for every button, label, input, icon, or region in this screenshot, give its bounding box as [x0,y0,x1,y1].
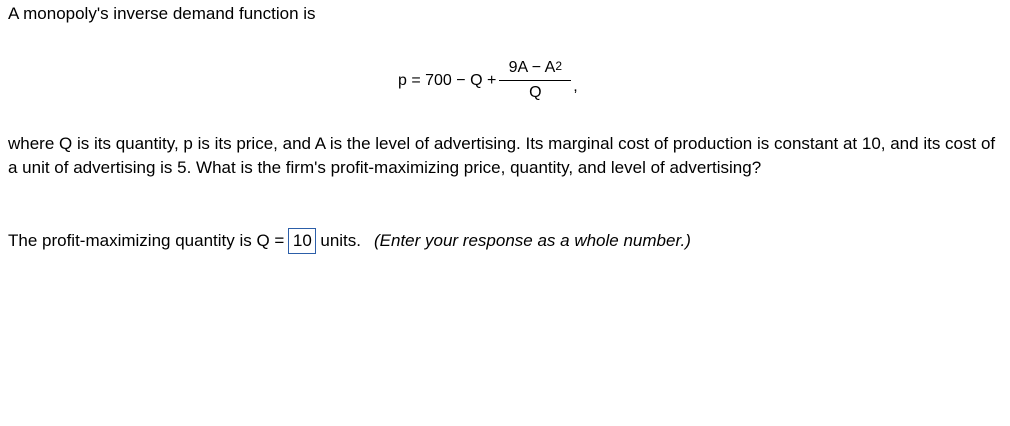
numerator-exponent: 2 [555,58,562,73]
equation-comma: , [573,78,578,95]
equation-fraction [499,59,571,102]
answer-prefix: The profit-maximizing quantity is Q = [8,231,285,250]
answer-suffix: units. [320,231,361,250]
quantity-answer-input[interactable]: 10 [288,228,316,254]
fraction-denominator: Q [529,83,542,101]
intro-text: A monopoly's inverse demand function is [8,4,316,23]
demand-equation [398,50,578,110]
numerator-base: 9A − A [508,58,556,76]
question-text: where Q is its quantity, p is its price, and A is the level of advertising. Its marginal cost of production is constant at 10, and its cost of a unit of advertising is 5. What is the firm's profit-maximizing price, quantity, and level of advertising? [8,134,996,177]
fraction-numerator [507,59,564,80]
equation-lhs: p = 700 − Q + [398,72,497,89]
answer-line [8,228,691,254]
answer-hint: (Enter your response as a whole number.) [374,231,691,250]
